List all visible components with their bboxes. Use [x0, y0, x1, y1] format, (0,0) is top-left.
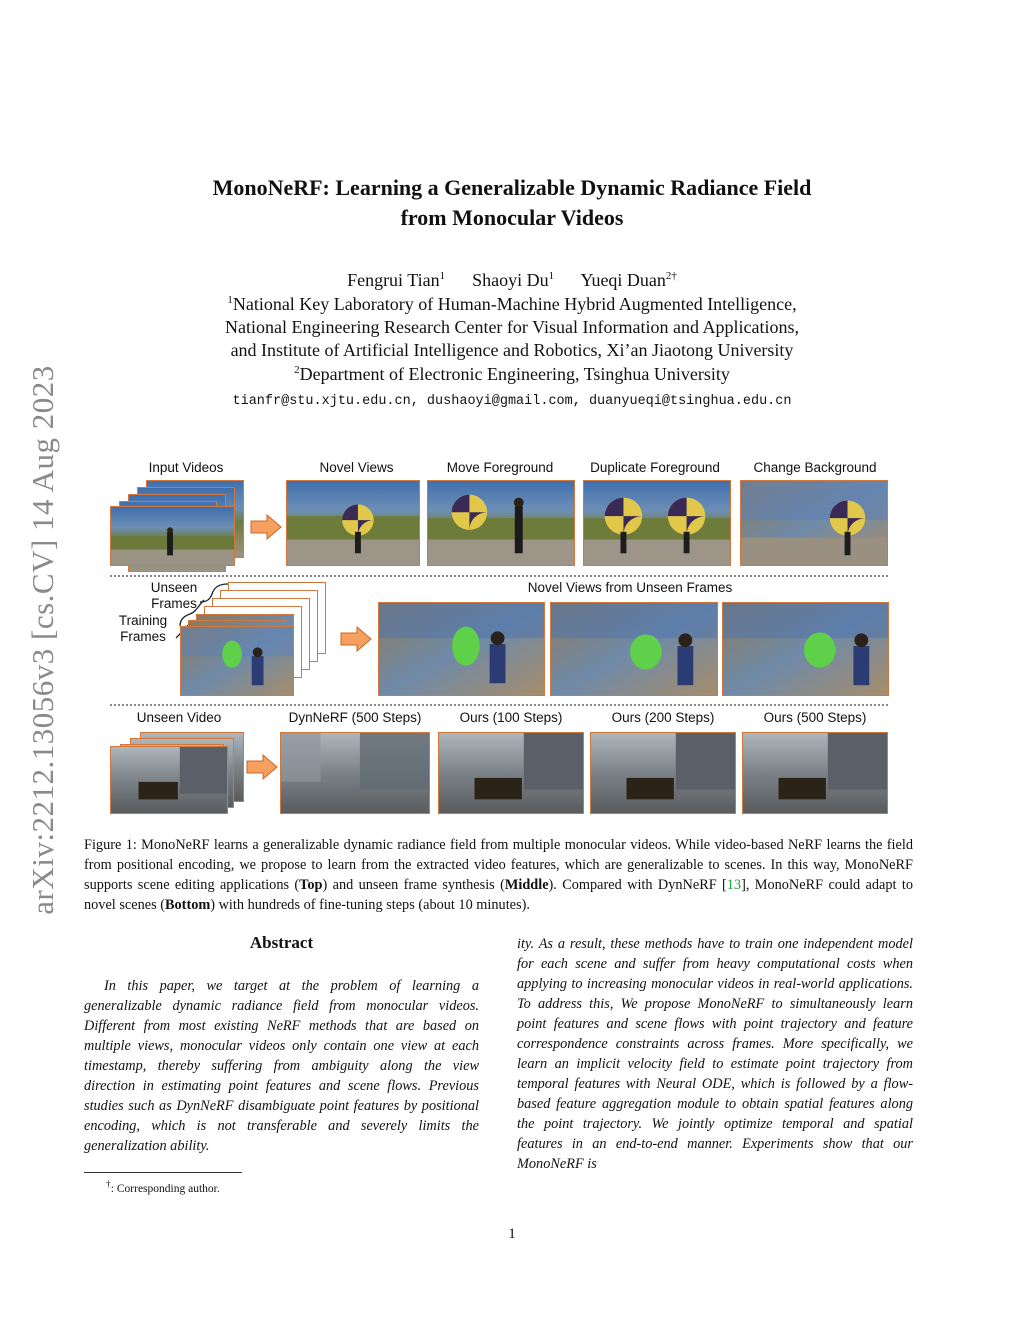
abstract-paragraph: In this paper, we target at the problem of learning a generalizable dynamic radiance field from monocular videos. Different from most existing NeRF methods that are based on multiple views, monocular videos only contain one view at each timestamp, thereby suffering from ambiguity along the view direction in estimating point features and scene flows. Previous studies such as DynNeRF disambiguate point features by positional encoding, which is not transferable and severely limits the generalization ability. — [84, 978, 479, 1154]
arrow-icon — [246, 754, 278, 780]
figure-row-separator — [110, 575, 888, 577]
affiliation-1-line-2: National Engineering Research Center for Visual Information and Applications, — [225, 317, 799, 337]
fig-label-novel-views: Novel Views — [319, 460, 394, 475]
abstract-right-column — [517, 934, 913, 1174]
fig-label-ours-500: Ours (500 Steps) — [763, 710, 867, 725]
unseen-novel-view-image — [378, 602, 545, 696]
input-video-frame — [110, 506, 235, 566]
author-emails: tianfr@stu.xjtu.edu.cn, dushaoyi@gmail.com, duanyueqi@tsinghua.edu.cn — [232, 394, 792, 409]
fig-label-unseen-video: Unseen Video — [136, 710, 222, 725]
novel-views-image — [286, 480, 420, 566]
affiliation-2 — [0, 364, 1024, 385]
abstract-heading: Abstract — [249, 933, 314, 952]
affil-text: Department of Electronic Engineering, Tsinghua University — [299, 364, 730, 384]
author-affil: 1 — [439, 270, 446, 282]
fig-label-move-foreground: Move Foreground — [446, 460, 554, 475]
arrow-icon — [340, 626, 372, 652]
arrow-icon — [250, 514, 282, 540]
fig-label-input-videos: Input Videos — [148, 460, 224, 475]
fig-label-ours-200: Ours (200 Steps) — [611, 710, 715, 725]
fig-label-duplicate-foreground: Duplicate Foreground — [590, 460, 720, 475]
fig-label-ours-100: Ours (100 Steps) — [459, 710, 563, 725]
ours-100-result-image — [438, 732, 584, 814]
move-foreground-image — [427, 480, 575, 566]
arxiv-side-label: arXiv:2212.13056v3 [cs.CV] 14 Aug 2023 — [25, 365, 60, 915]
unseen-novel-view-image — [722, 602, 889, 696]
author-name: Shaoyi Du — [472, 270, 549, 290]
author-list — [0, 270, 1024, 291]
ours-500-result-image — [742, 732, 888, 814]
affil-text: National Key Laboratory of Human-Machine Hybrid Augmented Intelligence, — [232, 294, 797, 314]
figure-row-separator — [110, 704, 888, 706]
change-background-image — [740, 480, 888, 566]
paper-title-line-1: MonoNeRF: Learning a Generalizable Dynamic Radiance Field — [212, 175, 812, 200]
author-affil: 2† — [665, 270, 677, 282]
fig-label-dynnerf-500: DynNeRF (500 Steps) — [288, 710, 422, 725]
dynnerf-result-image — [280, 732, 430, 814]
unseen-video-frame — [110, 746, 228, 814]
page-number: 1 — [508, 1226, 516, 1242]
affiliation-1-line-1 — [0, 294, 1024, 315]
figure-caption: Figure 1: MonoNeRF learns a generalizable dynamic radiance field from multiple monocular videos. While video-based NeRF learns the field from positional encoding, we propose to learn from the extracted video features, which are generalizable to scenes. In this way, MonoNeRF supports scene editing applications (Top) and unseen frame synthesis (Middle). Compared with DynNeRF [13], MonoNeRF could adapt to novel scenes (Bottom) with hundreds of fine-tuning steps (about 10 minutes). — [84, 837, 913, 913]
author-name: Yueqi Duan — [580, 270, 666, 290]
footnote-mark: † — [106, 1179, 111, 1190]
abstract-left-column — [84, 976, 479, 1156]
affil-sup: 2 — [294, 364, 300, 376]
affil-sup: 1 — [227, 294, 233, 306]
author-affil: 1 — [548, 270, 555, 282]
footnote-text: : Corresponding author. — [110, 1182, 220, 1195]
duplicate-foreground-image — [583, 480, 731, 566]
author-name: Fengrui Tian — [347, 270, 440, 290]
abstract-paragraph-continued: ity. As a result, these methods have to train one independent model for each scene and suffer from heavy computational costs when applying to increasing monocular videos in real-world applications. To address this, We propose MonoNeRF to simultaneously learn point features and scene flows with point trajectory and feature correspondence constraints across frames. More specifically, we learn an implicit velocity field to estimate point trajectory from temporal features with Neural ODE, which is followed by a flow-based feature aggregation module to obtain spatial features along the point trajectory. We jointly optimize temporal and spatial features in an end-to-end manner. Experiments show that our MonoNeRF is — [517, 936, 913, 1172]
fig-label-novel-views-unseen: Novel Views from Unseen Frames — [527, 580, 733, 595]
footnote — [106, 1179, 220, 1195]
paper-title-line-2: from Monocular Videos — [400, 205, 624, 230]
affiliation-1-line-3: and Institute of Artificial Intelligence and Robotics, Xi’an Jiaotong University — [230, 340, 794, 360]
fig-label-training-frames: Training Frames — [118, 613, 168, 644]
footnote-rule — [84, 1172, 242, 1173]
citation-link[interactable]: 13 — [726, 877, 742, 893]
fig-label-unseen-frames: Unseen Frames — [150, 580, 198, 611]
unseen-novel-view-image — [550, 602, 718, 696]
fig-label-change-background: Change Background — [753, 460, 877, 475]
ours-200-result-image — [590, 732, 736, 814]
training-frame — [180, 626, 294, 696]
